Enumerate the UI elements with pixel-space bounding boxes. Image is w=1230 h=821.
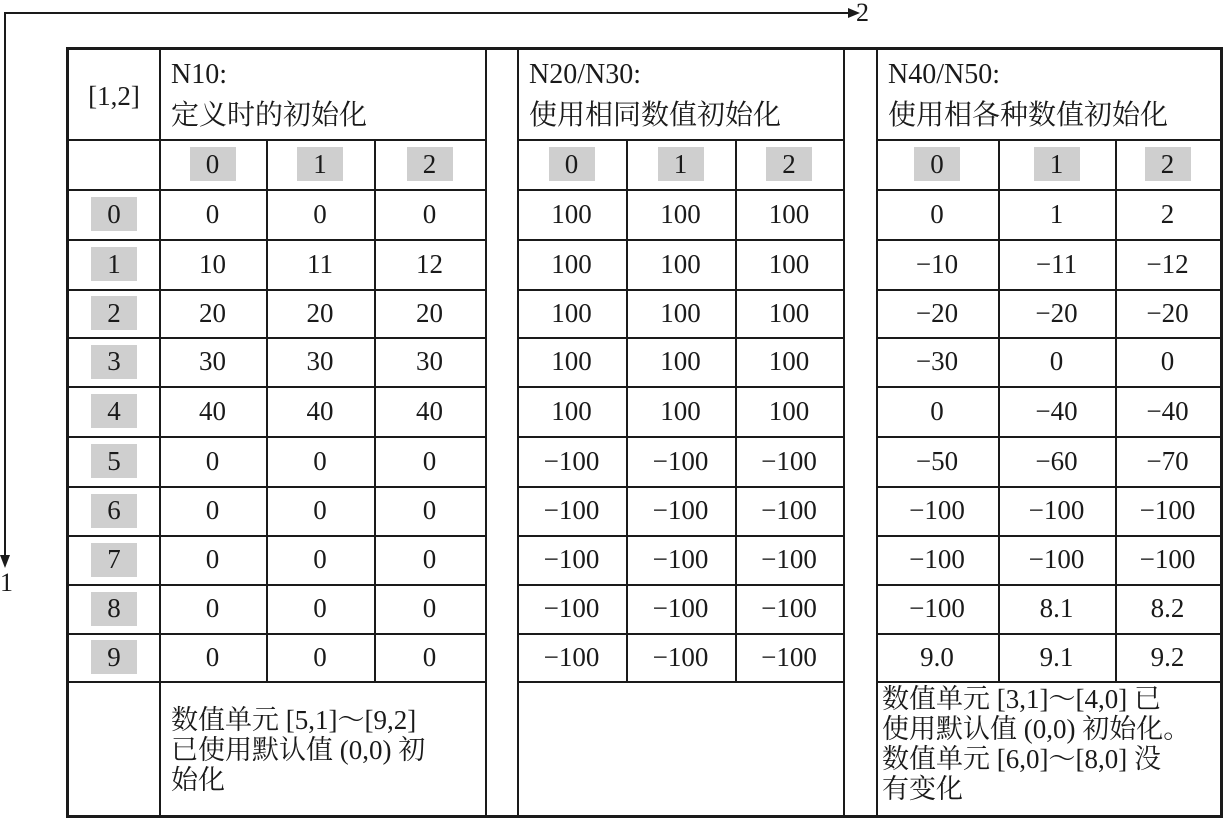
value-cell: 0: [205, 544, 220, 574]
grid-line: [517, 50, 519, 818]
grid-line: [159, 633, 485, 635]
grid-line: [876, 239, 1220, 241]
column-index: 2: [1145, 147, 1191, 181]
grid-line: [69, 386, 159, 388]
column-index: 0: [549, 147, 595, 181]
value-cell: −20: [915, 297, 959, 328]
value-cell: −60: [1035, 445, 1078, 476]
value-cell: 0: [422, 495, 437, 525]
grid-line: [485, 50, 487, 818]
grid-line: [517, 386, 843, 388]
value-cell: −11: [1035, 248, 1078, 279]
value-cell: 12: [416, 248, 443, 279]
grid-line: [876, 486, 1220, 488]
value-cell: 20: [199, 297, 226, 328]
row-index: 4: [91, 394, 137, 428]
value-cell: −100: [543, 495, 600, 525]
value-cell: 0: [930, 395, 944, 426]
row-index: 5: [91, 444, 137, 478]
grid-line: [159, 337, 485, 339]
value-cell: 0: [313, 445, 327, 476]
value-cell: 0: [930, 198, 944, 229]
value-cell: −100: [909, 593, 965, 623]
value-cell: 0: [313, 198, 327, 229]
value-cell: 0: [313, 641, 327, 672]
value-cell: −100: [1028, 495, 1085, 525]
value-cell: −100: [761, 544, 817, 574]
value-cell: 0: [313, 544, 327, 574]
grid-line: [69, 289, 159, 291]
value-cell: 10: [199, 248, 226, 279]
value-cell: 0: [422, 445, 437, 476]
value-cell: −100: [652, 641, 709, 672]
value-cell: 0: [422, 198, 437, 229]
value-cell: 100: [551, 297, 592, 328]
value-cell: 100: [660, 395, 701, 426]
section-title: 使用相各种数值初始化: [888, 100, 1169, 131]
grid-line: [69, 633, 159, 635]
value-cell: 30: [416, 346, 443, 376]
note-line: 有变化: [882, 774, 963, 804]
value-cell: −100: [543, 593, 600, 623]
dim1-label: 1: [0, 568, 13, 597]
grid-line: [159, 436, 485, 438]
grid-line: [517, 139, 843, 141]
grid-line: [69, 239, 159, 241]
value-cell: 100: [660, 248, 701, 279]
grid-line: [517, 239, 843, 241]
value-cell: 0: [422, 641, 437, 672]
note-line: 使用默认值 (0,0) 初始化。: [882, 714, 1191, 744]
value-cell: −30: [915, 346, 959, 376]
corner-label: [1,2]: [88, 80, 140, 111]
value-cell: −100: [909, 544, 965, 574]
value-cell: 40: [199, 395, 226, 426]
grid-line: [159, 386, 485, 388]
grid-line: [876, 633, 1220, 635]
note-line: 数值单元 [3,1]～[4,0] 已: [882, 684, 1161, 714]
value-cell: 20: [416, 297, 443, 328]
value-cell: 0: [205, 445, 220, 476]
value-cell: 0: [205, 641, 220, 672]
section-code: N40/N50:: [888, 59, 1000, 90]
value-cell: 2: [1160, 198, 1175, 229]
column-index: 1: [658, 147, 704, 181]
grid-line: [159, 239, 485, 241]
grid-line: [876, 337, 1220, 339]
value-cell: 100: [551, 395, 592, 426]
grid-line: [517, 584, 843, 586]
row-index: 2: [91, 296, 137, 330]
section-title: 使用相同数值初始化: [529, 100, 782, 131]
grid-line: [517, 486, 843, 488]
value-cell: 9.1: [1039, 641, 1074, 672]
value-cell: 40: [416, 395, 443, 426]
dim2-label: 2: [856, 0, 869, 27]
value-cell: 0: [205, 593, 220, 623]
value-cell: −100: [543, 641, 600, 672]
value-cell: −100: [652, 593, 709, 623]
note-line: 已使用默认值 (0,0) 初: [171, 735, 426, 765]
value-cell: 1: [1049, 198, 1064, 229]
value-cell: 0: [205, 198, 220, 229]
grid-line: [876, 584, 1220, 586]
value-cell: 100: [551, 198, 592, 229]
grid-line: [159, 289, 485, 291]
value-cell: −50: [915, 445, 959, 476]
grid-line: [69, 139, 159, 141]
column-index: 0: [914, 147, 960, 181]
note-line: 数值单元 [6,0]～[8,0] 没: [882, 744, 1161, 774]
grid-line: [517, 535, 843, 537]
grid-line: [876, 386, 1220, 388]
grid-line: [159, 50, 161, 818]
grid-line: [876, 189, 1220, 191]
grid-line: [876, 535, 1220, 537]
grid-line: [159, 535, 485, 537]
value-cell: 9.2: [1150, 641, 1185, 672]
row-index: 7: [91, 543, 137, 577]
value-cell: 100: [768, 346, 810, 376]
value-cell: −10: [915, 248, 959, 279]
grid-line: [69, 436, 159, 438]
grid-line: [876, 50, 878, 818]
value-cell: 0: [422, 544, 437, 574]
row-index: 6: [91, 494, 137, 528]
value-cell: 30: [199, 346, 226, 376]
note-line: 数值单元 [5,1]～[9,2]: [171, 705, 417, 735]
value-cell: −100: [761, 593, 817, 623]
value-cell: 30: [306, 346, 334, 376]
value-cell: −100: [652, 544, 709, 574]
grid-line: [517, 337, 843, 339]
note-line: 始化: [171, 765, 225, 795]
value-cell: 8.1: [1039, 593, 1074, 623]
value-cell: −100: [1028, 544, 1085, 574]
value-cell: −12: [1146, 248, 1189, 279]
grid-line: [517, 289, 843, 291]
grid-line: [69, 486, 159, 488]
value-cell: 0: [1049, 346, 1064, 376]
grid-line: [517, 189, 843, 191]
value-cell: 100: [660, 198, 701, 229]
section-title: 定义时的初始化: [171, 100, 368, 131]
value-cell: −100: [543, 544, 600, 574]
value-cell: 100: [768, 395, 810, 426]
array-table: [66, 47, 1223, 818]
grid-line: [159, 584, 485, 586]
grid-line: [843, 50, 845, 818]
value-cell: −40: [1035, 395, 1078, 426]
value-cell: 100: [768, 198, 810, 229]
row-index: 0: [91, 197, 137, 231]
column-index: 2: [766, 147, 812, 181]
value-cell: 40: [306, 395, 334, 426]
value-cell: 20: [306, 297, 334, 328]
row-index: 3: [91, 345, 137, 379]
grid-line: [159, 139, 485, 141]
value-cell: 0: [205, 495, 220, 525]
value-cell: −100: [652, 445, 709, 476]
value-cell: 100: [660, 297, 701, 328]
grid-line: [517, 681, 843, 683]
row-index: 1: [91, 247, 137, 281]
grid-line: [69, 189, 159, 191]
section-note: [882, 684, 1230, 804]
grid-line: [876, 681, 1220, 683]
value-cell: 0: [1160, 346, 1175, 376]
value-cell: −70: [1146, 445, 1189, 476]
grid-line: [876, 289, 1220, 291]
value-cell: 9.0: [920, 641, 954, 672]
grid-line: [69, 535, 159, 537]
value-cell: −100: [909, 495, 965, 525]
dim1-arrowhead: [0, 555, 10, 568]
value-cell: 100: [768, 297, 810, 328]
value-cell: 100: [551, 248, 592, 279]
value-cell: 100: [660, 346, 701, 376]
section-code: N20/N30:: [529, 59, 641, 90]
value-cell: −100: [761, 495, 817, 525]
value-cell: 0: [422, 593, 437, 623]
value-cell: −100: [761, 445, 817, 476]
value-cell: 100: [551, 346, 592, 376]
grid-line: [876, 436, 1220, 438]
grid-line: [159, 189, 485, 191]
value-cell: −100: [761, 641, 817, 672]
value-cell: −20: [1035, 297, 1078, 328]
value-cell: 11: [307, 248, 333, 279]
grid-line: [159, 486, 485, 488]
value-cell: −20: [1146, 297, 1189, 328]
section-code: N10:: [171, 59, 227, 90]
grid-line: [69, 337, 159, 339]
section-note: [171, 705, 497, 795]
grid-line: [159, 681, 485, 683]
value-cell: −100: [543, 445, 600, 476]
grid-line: [517, 436, 843, 438]
value-cell: −100: [1139, 495, 1196, 525]
column-index: 0: [190, 147, 236, 181]
row-index: 9: [91, 640, 137, 674]
value-cell: 0: [313, 495, 327, 525]
row-index: 8: [91, 592, 137, 626]
value-cell: −100: [1139, 544, 1196, 574]
value-cell: −40: [1146, 395, 1189, 426]
grid-line: [876, 139, 1220, 141]
column-index: 1: [297, 147, 343, 181]
grid-line: [517, 633, 843, 635]
value-cell: 0: [313, 593, 327, 623]
value-cell: −100: [652, 495, 709, 525]
column-index: 1: [1034, 147, 1080, 181]
grid-line: [69, 584, 159, 586]
value-cell: 8.2: [1150, 593, 1185, 623]
column-index: 2: [407, 147, 453, 181]
grid-line: [69, 681, 159, 683]
value-cell: 100: [768, 248, 810, 279]
